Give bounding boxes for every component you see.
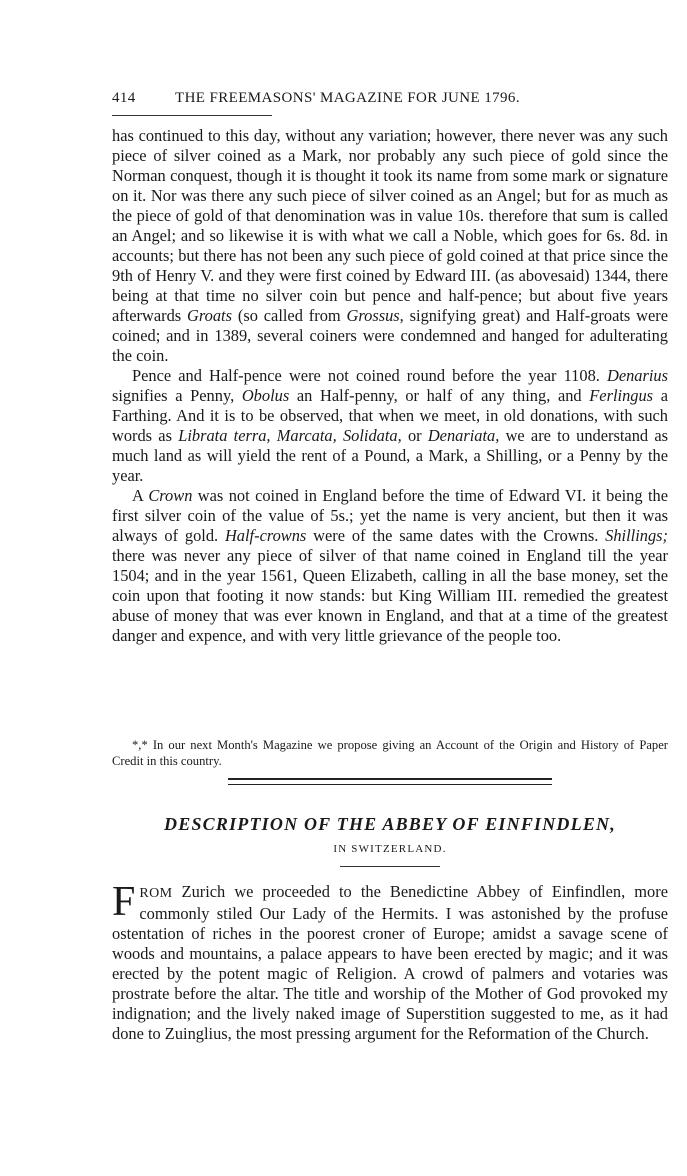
section-divider <box>228 778 552 785</box>
paragraph-pence: Pence and Half-pence were not coined round before the year 1108. Denarius signifies a Penny, Obolus an Half-penny, or half of any thing, and Ferlingus a Farthing. And it is to be observed, that when we meet, in old donations, with such words as Librata terra, Marcata, Solidata, or Denariata, we are to understand as much land as will yield the rent of a Pound, a Mark, a Shilling, or a Penny by the year. <box>112 366 668 485</box>
drop-cap: F <box>112 879 136 925</box>
header-rule <box>112 115 272 116</box>
paragraph-coins-marks: has continued to this day, without any variation; however, there never was any such piece of silver coined as a Mark, nor probably any such piece of gold since the Norman conquest, though it is thought it took its name from some mark or signature on it. Nor was there any such piece of silver coined as an Angel; but for as much as the piece of gold of that denomination was in value 10s. therefore that sum is called an Angel; and so likewise it is with what we call a Noble, which goes for 6s. 8d. in accounts; but there has not been any such piece of gold coined at that price since the 9th of Henry V. and they were first coined by Edward III. (as abovesaid) 1344, there being at that time no silver coin but pence and half-pence; but about five years afterwards Groats (so called from Grossus, signifying great) and Half-groats were coined; and in 1389, several coiners were condemned and hanged for adulterating the coin. <box>112 126 668 365</box>
paragraph-crown: A Crown was not coined in England before the time of Edward VI. it being the first silver coin of the value of 5s.; yet the name is very ancient, but then it was always of gold. Half-crowns were of the same dates with the Crowns. Shillings; there was never any piece of silver of that name coined in England till the year 1504; and in the year 1561, Queen Elizabeth, calling in all the base money, set the coin upon that footing it now stands: but King William III. remedied the greatest abuse of money that was ever known in England, and that at a time of the greatest danger and expence, and with very little grievance of the people too. <box>112 486 668 645</box>
section-body: FROM Zurich we proceeded to the Benedictine Abbey of Einfindlen, more commonly stiled Our Lady of the Hermits. I was astonished by the profuse ostentation of riches in the poorest croner of Europe; amidst a savage scene of woods and mountains, a palace appears to have been erected by magic; and it was erected by the potent magic of Religion. A crowd of palmers and votaries was prostrate before the altar. The title and worship of the Mother of God provoked my indignation; and the lively naked image of Superstition suggested to me, as it had done to Zuinglius, the most pressing argument for the Reformation of the Church. <box>112 879 668 1043</box>
subtitle-rule <box>340 866 440 867</box>
section-subtitle: IN SWITZERLAND. <box>333 843 447 855</box>
running-title: THE FREEMASONS' MAGAZINE FOR JUNE 1796. <box>175 90 520 106</box>
lead-word: ROM <box>139 886 173 901</box>
editorial-note: *,* In our next Month's Magazine we propose giving an Account of the Origin and History of Paper Credit in this country. <box>112 738 668 768</box>
section-title: DESCRIPTION OF THE ABBEY OF EINFINDLEN, <box>164 814 616 834</box>
page-number: 414 <box>112 90 136 106</box>
article-body <box>112 126 668 646</box>
